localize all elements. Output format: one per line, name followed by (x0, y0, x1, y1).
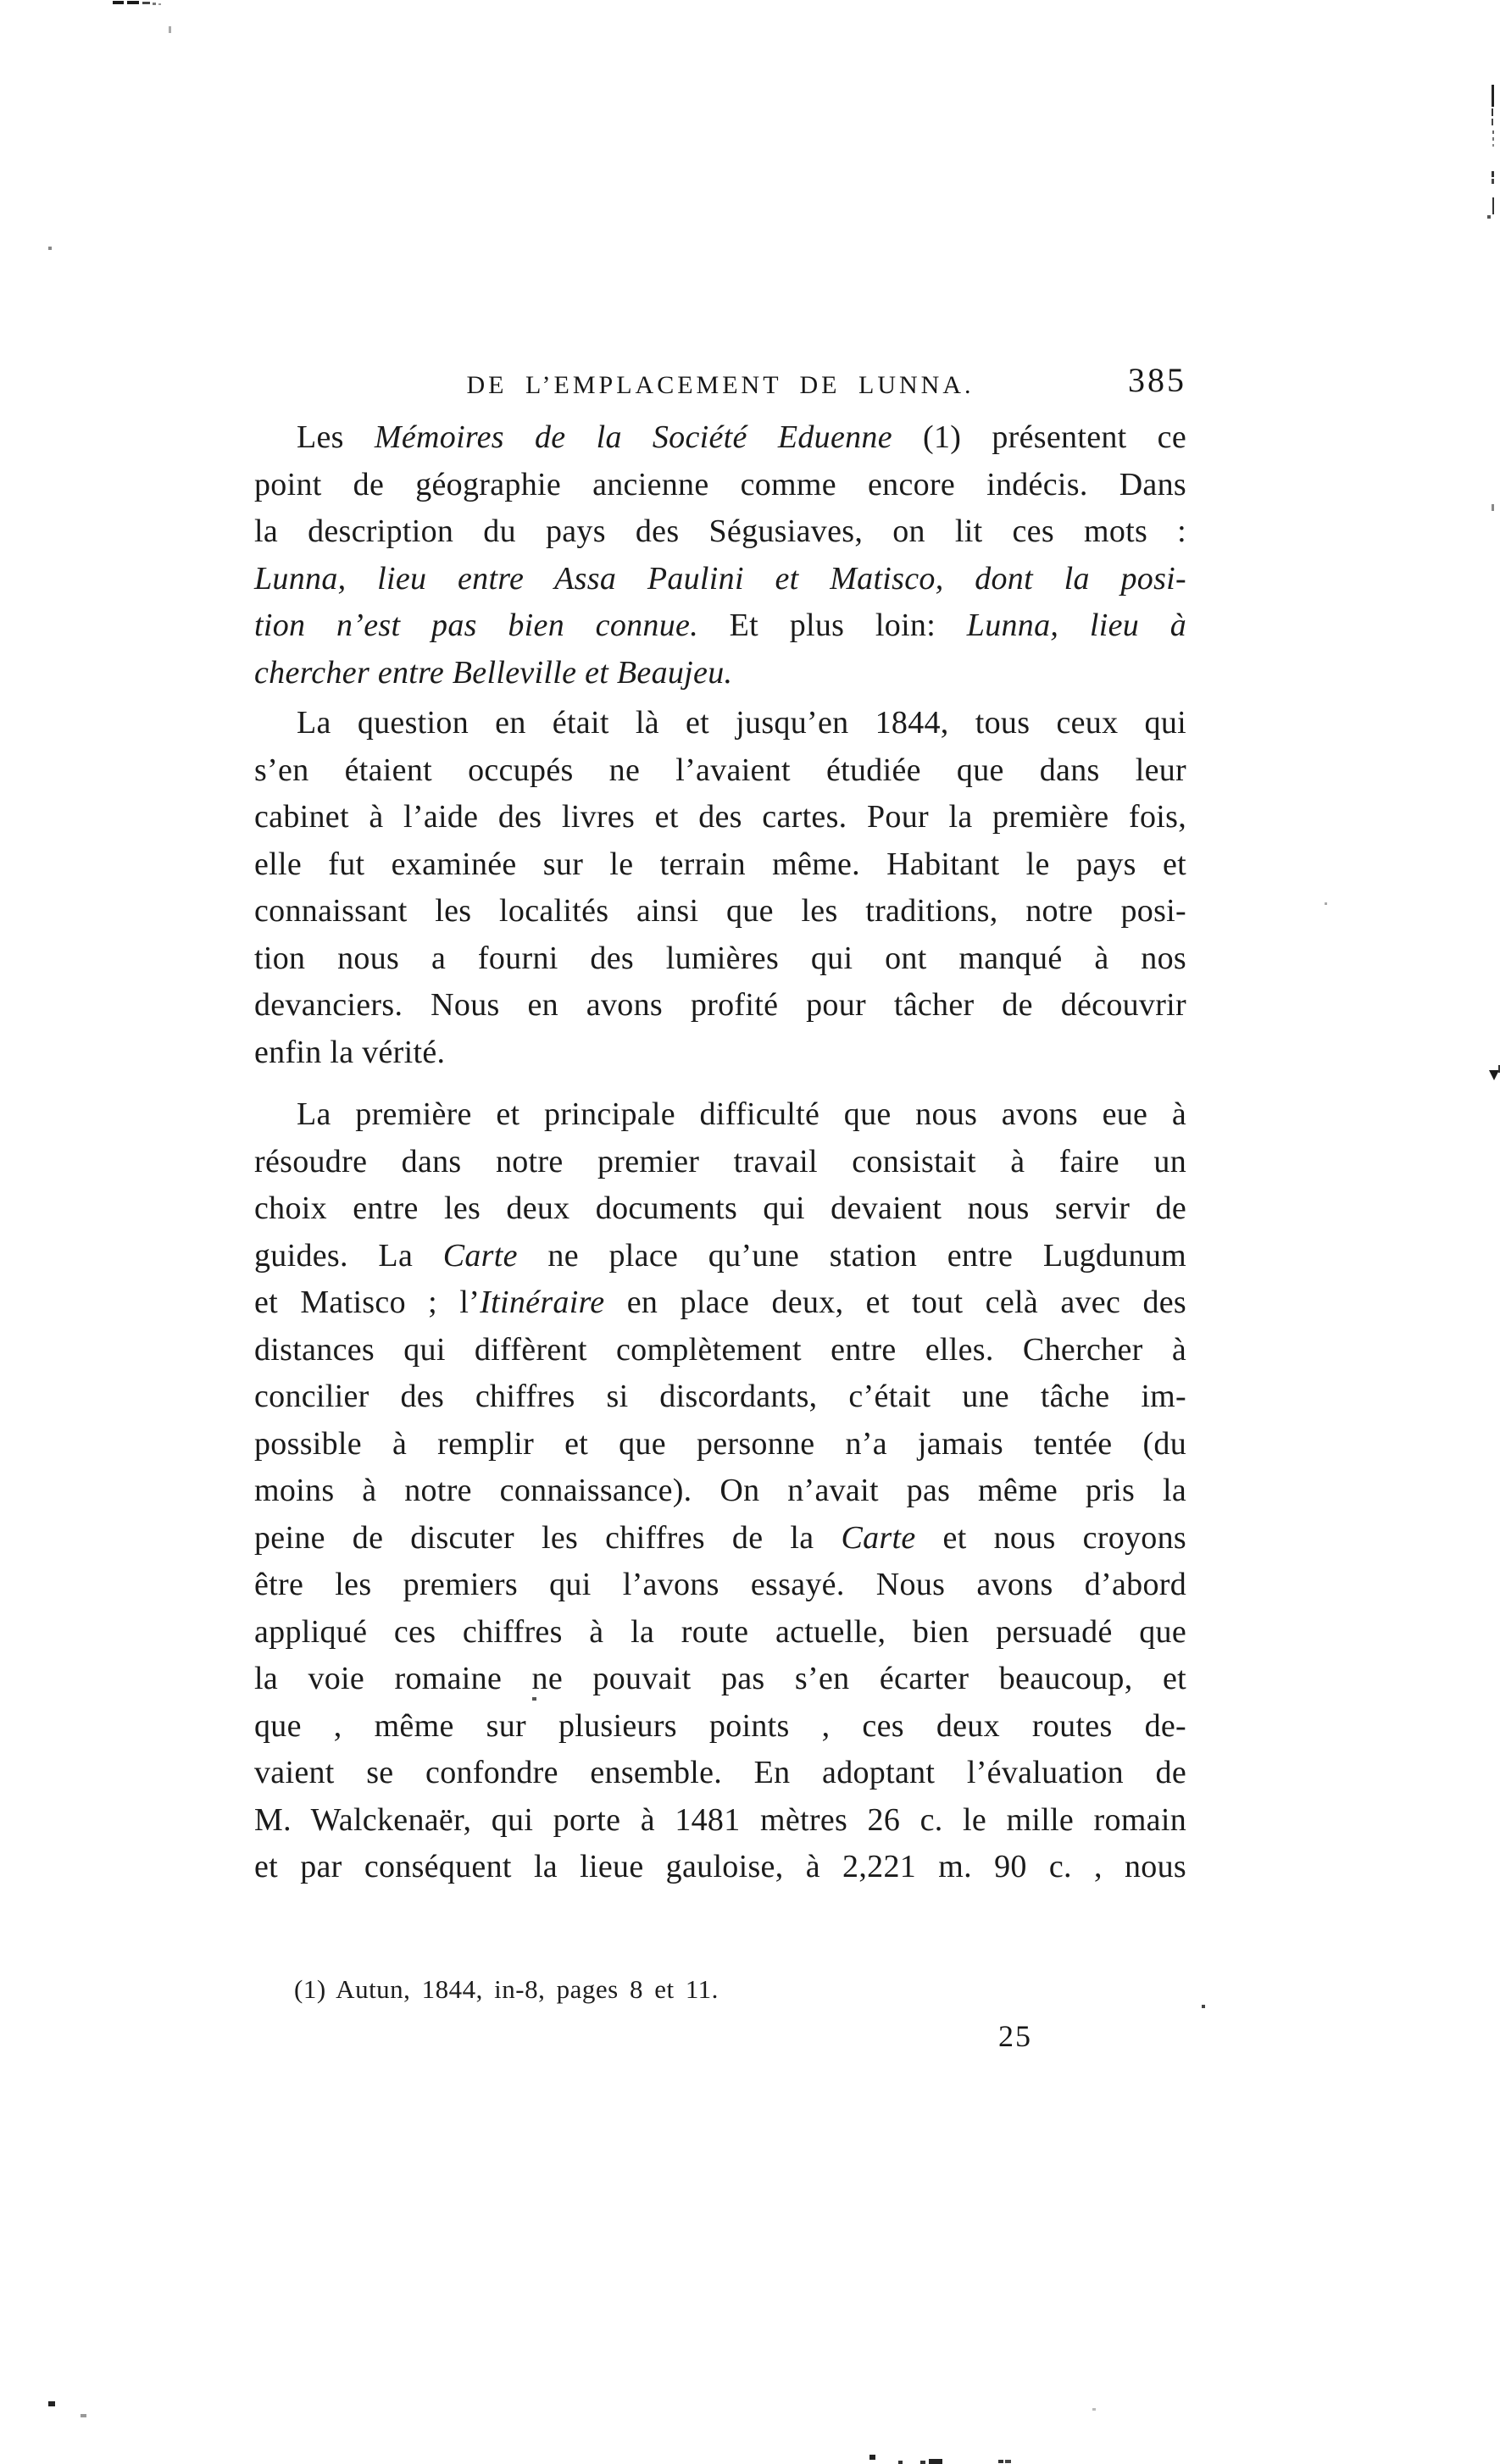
ink-mark (1492, 85, 1494, 107)
ink-mark (1005, 2460, 1011, 2463)
text-segment: être les premiers qui l’avons essayé. Nous avons d’abord (254, 1567, 1186, 1602)
ink-mark (142, 2, 150, 4)
ink-mark (998, 2460, 1003, 2463)
ink-mark (1492, 119, 1493, 125)
text-line (254, 935, 1186, 983)
paragraph (254, 1091, 1186, 1891)
ink-mark (1492, 504, 1494, 511)
text-segment: La question en était là et jusqu’en 1844, tous ceux qui (297, 705, 1186, 741)
text-segment: concilier des chiffres si discordants, c’était une tâche im- (254, 1379, 1186, 1414)
text-segment: enfin la vérité. (254, 1034, 446, 1070)
text-line (254, 1091, 1186, 1139)
italic-text-segment: Itinéraire (480, 1285, 605, 1320)
ink-mark (158, 3, 161, 5)
text-segment: La première et principale difficulté que nous avons eue à (297, 1096, 1186, 1132)
ink-mark (1202, 2005, 1205, 2008)
ink-mark (532, 1697, 536, 1701)
text-segment: devanciers. Nous en avons profité pour tâcher de découvrir (254, 987, 1186, 1023)
ink-mark (1492, 171, 1494, 177)
text-line (254, 1233, 1186, 1280)
text-segment: elle fut examinée sur le terrain même. Habitant le pays et (254, 846, 1186, 882)
ink-mark (1492, 137, 1494, 141)
italic-text-segment: Mémoires de la Société Eduenne (374, 419, 892, 455)
ink-mark (929, 2459, 942, 2464)
text-line (254, 1562, 1186, 1609)
text-line (254, 1139, 1186, 1186)
ink-mark (1325, 902, 1327, 905)
ink-mark (48, 247, 52, 250)
text-line (254, 1844, 1186, 1891)
text-line (254, 1185, 1186, 1233)
text-segment: que , même sur plusieurs points , ces deux routes de- (254, 1707, 1186, 1744)
ink-mark (113, 1, 124, 4)
text-segment: appliqué ces chiffres à la route actuelle, bien persuadé que (254, 1613, 1186, 1650)
text-segment: guides. La (254, 1237, 443, 1274)
text-line (254, 508, 1186, 556)
ink-mark (869, 2455, 875, 2460)
text-segment: Et plus loin: (698, 608, 967, 643)
text-line (254, 1421, 1186, 1468)
ink-mark (1492, 197, 1494, 214)
text-segment: moins à notre connaissance). On n’avait pas même pris la (254, 1473, 1186, 1508)
italic-text-segment: Carte (841, 1519, 916, 1556)
text-line (254, 1703, 1186, 1751)
text-line (254, 1750, 1186, 1797)
text-line (254, 650, 1186, 697)
text-line (254, 1279, 1186, 1327)
text-segment: en place deux, et tout celà avec des (604, 1285, 1187, 1320)
text-line (254, 747, 1186, 795)
paragraph (254, 414, 1186, 696)
text-line (254, 1468, 1186, 1515)
text-line (254, 556, 1186, 603)
text-segment: résoudre dans notre premier travail consistait à faire un (254, 1143, 1186, 1179)
text-line (254, 1656, 1186, 1703)
ink-mark (1492, 130, 1494, 134)
ink-mark (1492, 108, 1493, 116)
ink-mark (1092, 2408, 1096, 2411)
text-segment: et Matisco ; l’ (254, 1285, 481, 1320)
text-segment: Les (297, 419, 375, 455)
italic-text-segment: tion n’est pas bien connue. (254, 608, 698, 643)
signature-number: 25 (998, 2019, 1032, 2053)
italic-text-segment: Lunna, lieu à (966, 608, 1187, 643)
text-line (254, 888, 1186, 935)
text-line (254, 1327, 1186, 1374)
italic-text-segment: chercher entre Belleville et Beaujeu. (254, 654, 733, 691)
ink-mark (81, 2414, 86, 2417)
text-line (254, 1515, 1186, 1562)
ink-mark (1492, 179, 1494, 184)
text-segment: s’en étaient occupés ne l’avaient étudiée que dans leur (254, 752, 1186, 788)
ink-mark (920, 2461, 925, 2464)
text-line (254, 700, 1186, 747)
text-segment: distances qui diffèrent complètement entre elles. Chercher à (254, 1331, 1186, 1368)
ink-mark (898, 2461, 903, 2464)
text-segment: (1) présentent ce (892, 419, 1186, 455)
text-segment: connaissant les localités ainsi que les traditions, notre posi- (254, 893, 1186, 929)
text-line (254, 602, 1186, 650)
text-segment: peine de discuter les chiffres de la (254, 1519, 842, 1556)
text-segment: tion nous a fourni des lumières qui ont manqué à nos (254, 940, 1186, 976)
ink-mark (153, 3, 156, 5)
body-text-block (254, 414, 1186, 1891)
text-segment: cabinet à l’aide des livres et des cartes. Pour la première fois, (254, 799, 1186, 835)
paragraph (254, 700, 1186, 1076)
ink-mark (1492, 144, 1494, 147)
ink-mark (169, 26, 171, 33)
ink-mark (127, 1, 139, 4)
text-segment: la description du pays des Ségusiaves, on lit ces mots : (254, 513, 1186, 549)
running-head (254, 361, 1186, 402)
italic-text-segment: Carte (442, 1237, 518, 1274)
text-segment: choix entre les deux documents qui devaient nous servir de (254, 1190, 1186, 1226)
page-number: 385 (1128, 361, 1186, 399)
text-segment: et nous croyons (915, 1519, 1186, 1556)
text-line (254, 794, 1186, 841)
ink-mark (1487, 215, 1491, 219)
text-line (254, 841, 1186, 889)
ink-mark (48, 2401, 55, 2406)
text-segment: vaient se confondre ensemble. En adoptant l’évaluation de (254, 1755, 1186, 1790)
text-segment: la voie romaine ne pouvait pas s’en écarter beaucoup, et (254, 1661, 1186, 1696)
text-line (254, 1609, 1186, 1657)
text-segment: point de géographie ancienne comme encore indécis. Dans (254, 466, 1186, 502)
text-segment: ne place qu’une station entre Lugdunum (517, 1237, 1186, 1274)
text-line (254, 1029, 1186, 1077)
text-segment: et par conséquent la lieue gauloise, à 2,221 m. 90 c. , nous (254, 1849, 1186, 1884)
text-segment: possible à remplir et que personne n’a jamais tentée (du (254, 1425, 1186, 1462)
text-line (254, 982, 1186, 1029)
text-line (254, 462, 1186, 509)
text-line (254, 1374, 1186, 1421)
italic-text-segment: Lunna, lieu entre Assa Paulini et Matisco, dont la posi- (254, 560, 1186, 597)
footnote: (1) Autun, 1844, in-8, pages 8 et 11. (294, 1974, 719, 2004)
text-segment: M. Walckenaër, qui porte à 1481 mètres 26 c. le mille romain (254, 1801, 1186, 1838)
text-line (254, 414, 1186, 462)
text-line (254, 1797, 1186, 1845)
running-head-title: DE L’EMPLACEMENT DE LUNNA. (466, 371, 975, 399)
